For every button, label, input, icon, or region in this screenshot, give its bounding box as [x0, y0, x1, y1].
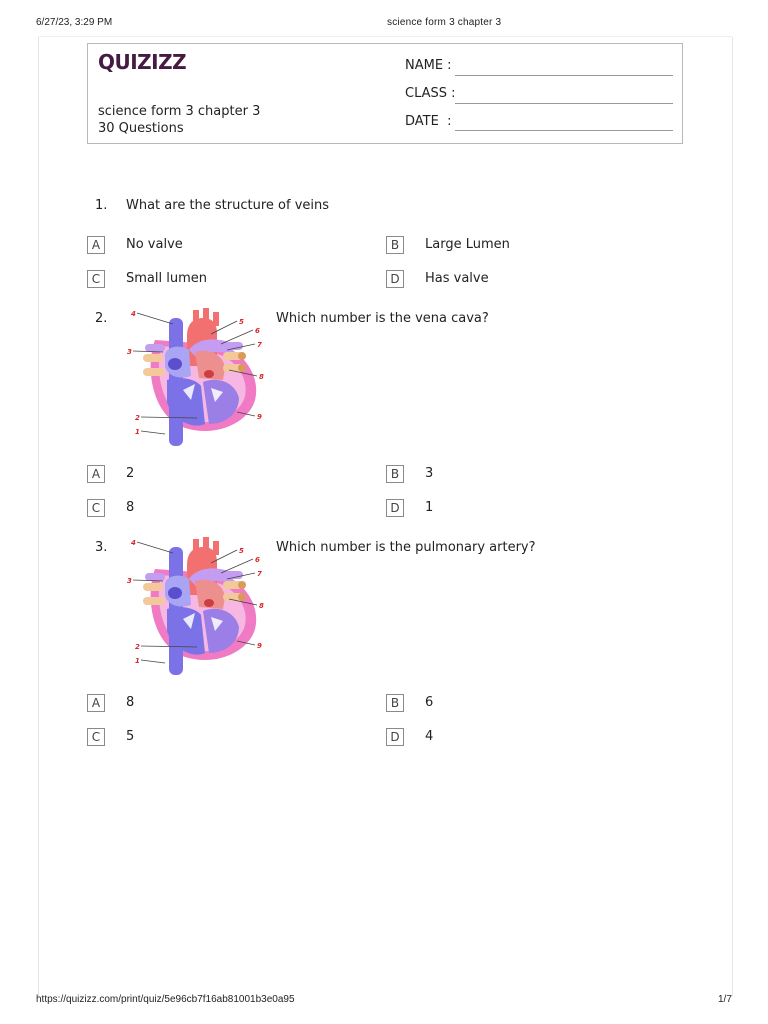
option-text: 8 — [126, 695, 135, 710]
question-number: 2. — [95, 311, 108, 326]
diagram-label: 8 — [259, 373, 264, 381]
label-leader-line — [141, 660, 165, 663]
diagram-label: 6 — [255, 556, 260, 564]
name-field[interactable] — [455, 75, 673, 76]
option-text: Has valve — [425, 271, 489, 286]
option-box[interactable]: A — [87, 236, 105, 254]
option-text: 4 — [425, 729, 434, 744]
option-text: 2 — [126, 466, 135, 481]
heart-diagram — [125, 306, 267, 446]
option-box[interactable]: A — [87, 694, 105, 712]
label-leader-line — [221, 330, 253, 344]
option-box[interactable]: C — [87, 270, 105, 288]
question-number: 1. — [95, 198, 108, 213]
question-text: What are the structure of veins — [126, 198, 330, 213]
print-date: 6/27/23, 3:29 PM — [36, 17, 113, 28]
option-box[interactable]: B — [386, 236, 404, 254]
quiz-header — [87, 43, 683, 144]
label-leader-line — [221, 559, 253, 573]
option-box[interactable]: D — [386, 499, 404, 517]
date-label: DATE : — [405, 114, 452, 129]
print-title: science form 3 chapter 3 — [387, 17, 502, 28]
diagram-label: 3 — [127, 577, 132, 585]
diagram-label: 4 — [131, 310, 136, 318]
diagram-label: 2 — [135, 414, 140, 422]
diagram-label: 1 — [135, 428, 140, 436]
diagram-label: 5 — [239, 547, 244, 555]
diagram-label: 9 — [257, 413, 262, 421]
print-url: https://quizizz.com/print/quiz/5e96cb7f16ab81001b3e0a95 — [36, 994, 295, 1005]
option-text: No valve — [126, 237, 183, 252]
date-field[interactable] — [455, 130, 673, 131]
option-box[interactable]: C — [87, 728, 105, 746]
diagram-label: 9 — [257, 642, 262, 650]
label-leader-line — [141, 431, 165, 434]
class-field[interactable] — [455, 103, 673, 104]
quiz-title: science form 3 chapter 3 — [98, 104, 261, 119]
quizizz-logo: QUIZIZZ — [98, 50, 187, 74]
option-text: 1 — [425, 500, 434, 515]
name-label: NAME : — [405, 58, 452, 73]
diagram-label: 6 — [255, 327, 260, 335]
diagram-label: 1 — [135, 657, 140, 665]
question-count: 30 Questions — [98, 121, 184, 136]
diagram-label: 8 — [259, 602, 264, 610]
diagram-label: 5 — [239, 318, 244, 326]
option-text: Small lumen — [126, 271, 207, 286]
option-text: 3 — [425, 466, 434, 481]
diagram-label: 7 — [257, 570, 262, 578]
option-text: Large Lumen — [425, 237, 510, 252]
option-box[interactable]: A — [87, 465, 105, 483]
diagram-label: 7 — [257, 341, 262, 349]
question-text: Which number is the vena cava? — [276, 311, 489, 326]
question-number: 3. — [95, 540, 108, 555]
option-text: 5 — [126, 729, 135, 744]
label-leader-line — [137, 313, 173, 324]
option-box[interactable]: D — [386, 270, 404, 288]
page-number: 1/7 — [718, 994, 732, 1005]
diagram-label: 2 — [135, 643, 140, 651]
diagram-label: 3 — [127, 348, 132, 356]
heart-diagram — [125, 535, 267, 675]
option-box[interactable]: B — [386, 465, 404, 483]
class-label: CLASS : — [405, 86, 456, 101]
option-text: 8 — [126, 500, 135, 515]
question-text: Which number is the pulmonary artery? — [276, 540, 536, 555]
option-box[interactable]: D — [386, 728, 404, 746]
diagram-label: 4 — [131, 539, 136, 547]
option-box[interactable]: B — [386, 694, 404, 712]
label-leader-line — [137, 542, 173, 553]
option-box[interactable]: C — [87, 499, 105, 517]
option-text: 6 — [425, 695, 434, 710]
